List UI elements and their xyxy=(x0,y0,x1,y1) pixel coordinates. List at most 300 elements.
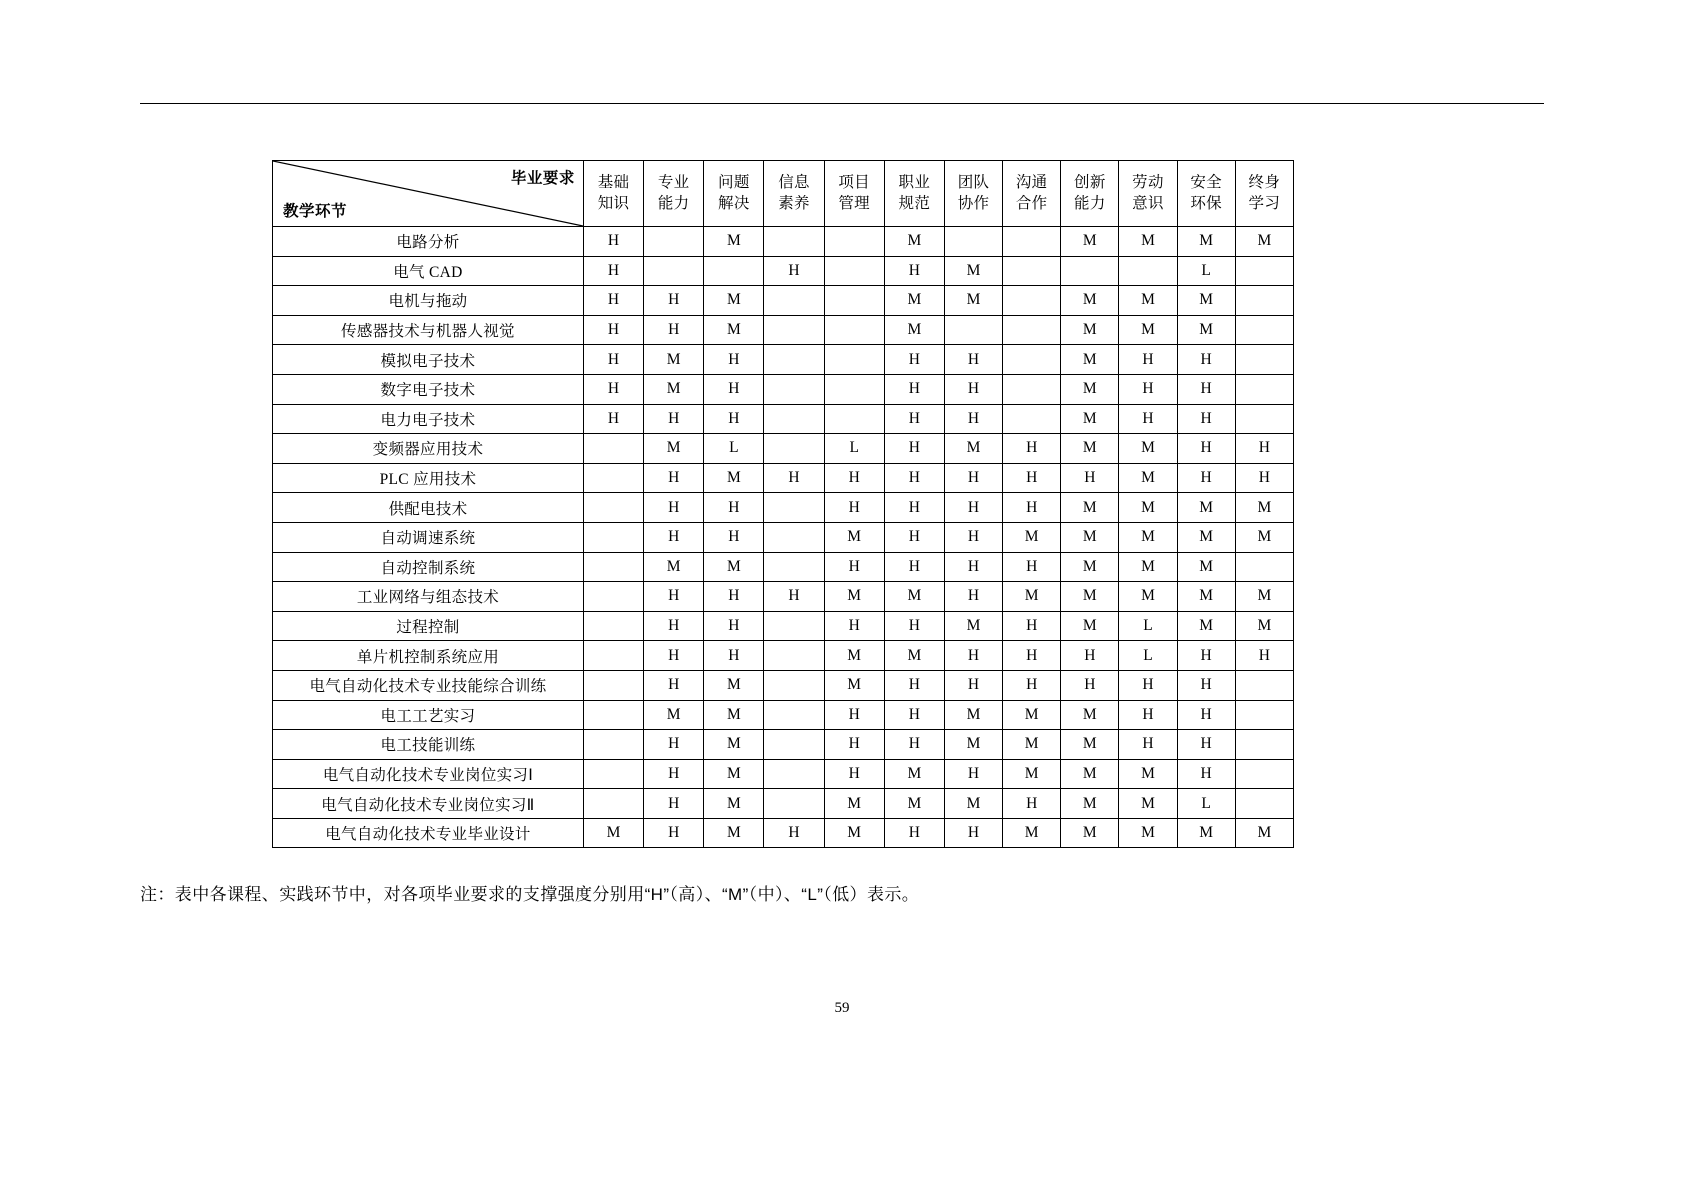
support-level-cell xyxy=(1235,345,1293,375)
col-8-line1: 创新 xyxy=(1074,173,1106,191)
support-level-cell xyxy=(764,493,824,523)
support-level-cell: H xyxy=(583,286,643,316)
support-level-cell xyxy=(583,493,643,523)
corner-top-label: 毕业要求 xyxy=(510,170,575,187)
column-header-9 xyxy=(1119,161,1177,227)
support-level-cell: H xyxy=(1003,434,1061,464)
column-header-5 xyxy=(884,161,944,227)
support-level-cell xyxy=(1235,700,1293,730)
support-level-cell: M xyxy=(1061,315,1119,345)
table-row xyxy=(273,552,1294,582)
support-level-cell: H xyxy=(644,493,704,523)
support-level-cell: H xyxy=(644,315,704,345)
col-11-line1: 终身 xyxy=(1248,173,1281,191)
support-level-cell xyxy=(1235,670,1293,700)
support-level-cell: M xyxy=(1235,522,1293,552)
table-row xyxy=(273,582,1294,612)
col-7-line1: 沟通 xyxy=(1015,173,1048,191)
support-level-cell: H xyxy=(704,374,764,404)
support-level-cell: M xyxy=(1119,286,1177,316)
support-level-cell xyxy=(764,700,824,730)
support-level-cell: H xyxy=(1003,611,1061,641)
support-level-cell xyxy=(583,641,643,671)
support-level-cell: H xyxy=(884,670,944,700)
support-level-cell: H xyxy=(1061,463,1119,493)
course-name-cell: 工业网络与组态技术 xyxy=(273,582,584,612)
support-level-cell: M xyxy=(1003,522,1061,552)
support-level-cell: H xyxy=(884,493,944,523)
support-level-cell: M xyxy=(704,670,764,700)
support-level-cell: H xyxy=(1177,345,1235,375)
col-2-line1: 问题 xyxy=(718,173,750,191)
course-name-cell: 自动调速系统 xyxy=(273,522,584,552)
graduation-requirement-matrix xyxy=(272,160,1294,848)
table-row xyxy=(273,256,1294,286)
col-1-line1: 专业 xyxy=(657,173,690,191)
support-level-cell: H xyxy=(1177,670,1235,700)
support-level-cell: H xyxy=(824,611,884,641)
support-level-cell: M xyxy=(1119,493,1177,523)
support-level-cell: H xyxy=(944,404,1002,434)
support-level-cell: M xyxy=(1003,730,1061,760)
support-level-cell: L xyxy=(1119,611,1177,641)
support-level-cell: H xyxy=(1235,463,1293,493)
support-level-cell: M xyxy=(1177,493,1235,523)
support-level-cell xyxy=(1235,404,1293,434)
support-level-cell: M xyxy=(1177,582,1235,612)
support-level-cell: M xyxy=(884,227,944,257)
support-level-cell: M xyxy=(704,286,764,316)
support-level-cell: H xyxy=(884,463,944,493)
support-level-cell: M xyxy=(704,759,764,789)
support-level-cell: H xyxy=(704,611,764,641)
support-level-cell: M xyxy=(944,700,1002,730)
support-level-cell: H xyxy=(884,552,944,582)
support-level-cell: M xyxy=(1119,463,1177,493)
support-level-cell xyxy=(644,227,704,257)
course-name-cell: 数字电子技术 xyxy=(273,374,584,404)
support-level-cell: M xyxy=(944,286,1002,316)
support-level-cell: H xyxy=(704,641,764,671)
support-level-cell: M xyxy=(1177,286,1235,316)
support-level-cell: M xyxy=(1061,434,1119,464)
support-level-cell: M xyxy=(1061,493,1119,523)
support-level-cell: M xyxy=(1119,759,1177,789)
support-level-cell xyxy=(764,227,824,257)
support-level-cell xyxy=(764,345,824,375)
support-level-cell: M xyxy=(704,552,764,582)
table-row xyxy=(273,434,1294,464)
course-name-cell: 自动控制系统 xyxy=(273,552,584,582)
support-level-cell: H xyxy=(944,522,1002,552)
support-level-cell xyxy=(824,404,884,434)
support-level-cell: H xyxy=(944,582,1002,612)
support-level-cell: H xyxy=(1119,374,1177,404)
support-level-cell: H xyxy=(884,522,944,552)
support-level-cell xyxy=(583,611,643,641)
table-row xyxy=(273,700,1294,730)
support-level-cell xyxy=(944,227,1002,257)
support-level-cell xyxy=(764,759,824,789)
support-level-cell xyxy=(1061,256,1119,286)
matrix-table-container xyxy=(272,160,1294,848)
support-level-cell: M xyxy=(1235,493,1293,523)
support-level-cell: H xyxy=(644,463,704,493)
support-level-cell xyxy=(583,522,643,552)
support-level-cell: H xyxy=(944,552,1002,582)
support-level-cell: H xyxy=(1061,641,1119,671)
support-level-cell: L xyxy=(1119,641,1177,671)
support-level-cell xyxy=(1235,759,1293,789)
support-level-cell: M xyxy=(583,818,643,848)
support-level-cell: M xyxy=(704,315,764,345)
support-level-cell: H xyxy=(944,463,1002,493)
support-level-cell: M xyxy=(1061,522,1119,552)
support-level-cell xyxy=(1003,256,1061,286)
support-level-cell: H xyxy=(824,493,884,523)
table-row xyxy=(273,374,1294,404)
col-9-line1: 劳动 xyxy=(1132,173,1164,191)
column-header-10 xyxy=(1177,161,1235,227)
support-level-cell: M xyxy=(1061,700,1119,730)
corner-bottom-label: 教学环节 xyxy=(283,203,348,220)
table-row xyxy=(273,670,1294,700)
support-level-cell: M xyxy=(1003,700,1061,730)
support-level-cell: H xyxy=(1003,463,1061,493)
support-level-cell: M xyxy=(1061,582,1119,612)
support-level-cell: H xyxy=(644,818,704,848)
course-name-cell: 过程控制 xyxy=(273,611,584,641)
support-level-cell: M xyxy=(1119,582,1177,612)
support-level-cell: H xyxy=(1003,493,1061,523)
support-level-cell: M xyxy=(1119,227,1177,257)
table-row xyxy=(273,493,1294,523)
support-level-cell xyxy=(764,641,824,671)
course-name-cell: 电工技能训练 xyxy=(273,730,584,760)
support-level-cell xyxy=(944,315,1002,345)
course-name-cell: 变频器应用技术 xyxy=(273,434,584,464)
support-level-cell: M xyxy=(1235,582,1293,612)
col-7-line2: 合作 xyxy=(1015,194,1048,212)
support-level-cell: M xyxy=(1003,818,1061,848)
support-level-cell: M xyxy=(1119,522,1177,552)
support-level-cell: M xyxy=(944,789,1002,819)
support-level-cell: M xyxy=(944,256,1002,286)
support-level-cell: H xyxy=(1177,641,1235,671)
col-10-line2: 环保 xyxy=(1190,194,1222,212)
support-level-cell: H xyxy=(644,759,704,789)
support-level-cell: H xyxy=(644,670,704,700)
support-level-cell: M xyxy=(944,611,1002,641)
support-level-cell xyxy=(583,730,643,760)
support-level-cell: H xyxy=(1003,670,1061,700)
support-level-cell: L xyxy=(1177,789,1235,819)
column-header-8 xyxy=(1061,161,1119,227)
support-level-cell: M xyxy=(824,670,884,700)
course-name-cell: 电路分析 xyxy=(273,227,584,257)
support-level-cell xyxy=(824,256,884,286)
support-level-cell xyxy=(764,611,824,641)
support-level-cell xyxy=(824,345,884,375)
support-level-cell xyxy=(583,434,643,464)
support-level-cell: H xyxy=(1177,374,1235,404)
table-row xyxy=(273,759,1294,789)
support-level-cell xyxy=(1003,315,1061,345)
support-level-cell: H xyxy=(644,404,704,434)
support-level-cell: H xyxy=(583,404,643,434)
support-level-cell: H xyxy=(884,404,944,434)
support-level-cell: H xyxy=(824,463,884,493)
support-level-cell: H xyxy=(944,818,1002,848)
support-level-cell: H xyxy=(884,345,944,375)
support-level-cell: H xyxy=(1119,670,1177,700)
col-3-line1: 信息 xyxy=(778,173,810,191)
support-level-cell: M xyxy=(824,641,884,671)
col-4-line2: 管理 xyxy=(838,194,870,212)
support-level-cell: M xyxy=(1177,611,1235,641)
support-level-cell xyxy=(764,670,824,700)
support-level-cell xyxy=(1235,315,1293,345)
support-level-cell: M xyxy=(824,522,884,552)
support-level-cell: M xyxy=(1061,286,1119,316)
support-level-cell: M xyxy=(944,434,1002,464)
course-name-cell: 电气 CAD xyxy=(273,256,584,286)
column-header-7 xyxy=(1003,161,1061,227)
support-level-cell xyxy=(764,315,824,345)
support-level-cell: M xyxy=(1235,611,1293,641)
support-level-cell: H xyxy=(884,818,944,848)
col-1-line2: 能力 xyxy=(657,194,690,212)
support-level-cell: L xyxy=(824,434,884,464)
support-level-cell: H xyxy=(824,759,884,789)
course-name-cell: 供配电技术 xyxy=(273,493,584,523)
support-level-cell: H xyxy=(583,374,643,404)
support-level-cell: M xyxy=(704,730,764,760)
support-level-cell xyxy=(1003,404,1061,434)
header-row xyxy=(273,161,1294,227)
support-level-cell xyxy=(824,374,884,404)
support-level-cell: H xyxy=(884,374,944,404)
col-0-line1: 基础 xyxy=(597,173,630,191)
support-level-cell xyxy=(824,286,884,316)
support-level-cell: H xyxy=(1177,759,1235,789)
course-name-cell: 电工工艺实习 xyxy=(273,700,584,730)
support-level-cell: H xyxy=(1119,700,1177,730)
support-level-cell: M xyxy=(644,345,704,375)
col-4-line1: 项目 xyxy=(838,173,870,191)
table-row xyxy=(273,404,1294,434)
support-level-cell: H xyxy=(944,670,1002,700)
course-name-cell: 传感器技术与机器人视觉 xyxy=(273,315,584,345)
support-level-cell: M xyxy=(884,641,944,671)
support-level-cell: M xyxy=(644,552,704,582)
support-level-cell: M xyxy=(704,700,764,730)
col-5-line2: 规范 xyxy=(898,194,931,212)
support-level-cell: H xyxy=(944,641,1002,671)
support-level-cell: M xyxy=(1003,582,1061,612)
support-level-cell xyxy=(764,434,824,464)
support-level-cell: H xyxy=(764,256,824,286)
support-level-cell xyxy=(1235,552,1293,582)
support-level-cell: M xyxy=(1061,227,1119,257)
support-level-cell: H xyxy=(944,493,1002,523)
support-level-cell: M xyxy=(1061,345,1119,375)
table-note: 注：表中各课程、实践环节中，对各项毕业要求的支撑强度分别用“H”（高）、“M”（中）、“L”（低）表示。 xyxy=(140,885,920,904)
support-level-cell xyxy=(1235,789,1293,819)
col-11-line2: 学习 xyxy=(1248,194,1281,212)
support-level-cell: H xyxy=(944,759,1002,789)
support-level-cell: H xyxy=(704,582,764,612)
support-level-cell: M xyxy=(1119,552,1177,582)
support-level-cell: H xyxy=(1177,463,1235,493)
support-level-cell: M xyxy=(704,818,764,848)
support-level-cell: M xyxy=(704,789,764,819)
corner-header-cell xyxy=(273,161,584,227)
col-6-line2: 协作 xyxy=(957,194,990,212)
col-0-line2: 知识 xyxy=(597,194,630,212)
table-row xyxy=(273,227,1294,257)
support-level-cell: H xyxy=(1235,641,1293,671)
support-level-cell xyxy=(764,286,824,316)
column-header-3 xyxy=(764,161,824,227)
support-level-cell: H xyxy=(1119,404,1177,434)
header-divider xyxy=(140,103,1544,104)
support-level-cell: M xyxy=(884,582,944,612)
support-level-cell xyxy=(583,582,643,612)
support-level-cell: H xyxy=(884,730,944,760)
support-level-cell: H xyxy=(764,582,824,612)
course-name-cell: 电气自动化技术专业岗位实习Ⅰ xyxy=(273,759,584,789)
support-level-cell xyxy=(583,552,643,582)
support-level-cell: M xyxy=(1003,759,1061,789)
support-level-cell: M xyxy=(1119,789,1177,819)
support-level-cell: H xyxy=(583,345,643,375)
support-level-cell xyxy=(1235,730,1293,760)
column-header-2 xyxy=(704,161,764,227)
course-name-cell: 电力电子技术 xyxy=(273,404,584,434)
course-name-cell: 电机与拖动 xyxy=(273,286,584,316)
table-row xyxy=(273,286,1294,316)
support-level-cell: H xyxy=(884,611,944,641)
support-level-cell: H xyxy=(764,463,824,493)
support-level-cell xyxy=(764,730,824,760)
support-level-cell xyxy=(583,759,643,789)
support-level-cell xyxy=(764,789,824,819)
col-9-line2: 意识 xyxy=(1132,194,1164,212)
support-level-cell xyxy=(1003,345,1061,375)
col-3-line2: 素养 xyxy=(778,194,810,212)
support-level-cell: H xyxy=(884,434,944,464)
support-level-cell: M xyxy=(644,700,704,730)
support-level-cell: H xyxy=(704,345,764,375)
course-name-cell: 电气自动化技术专业毕业设计 xyxy=(273,818,584,848)
column-header-1 xyxy=(644,161,704,227)
support-level-cell: H xyxy=(704,404,764,434)
support-level-cell: M xyxy=(1061,818,1119,848)
support-level-cell: M xyxy=(1119,818,1177,848)
support-level-cell: H xyxy=(644,611,704,641)
col-10-line1: 安全 xyxy=(1190,173,1222,191)
support-level-cell: H xyxy=(1003,552,1061,582)
support-level-cell: H xyxy=(583,227,643,257)
support-level-cell xyxy=(764,404,824,434)
support-level-cell: M xyxy=(1061,404,1119,434)
support-level-cell: M xyxy=(1061,552,1119,582)
support-level-cell: H xyxy=(824,552,884,582)
support-level-cell: H xyxy=(704,522,764,552)
col-6-line1: 团队 xyxy=(957,173,990,191)
course-name-cell: PLC 应用技术 xyxy=(273,463,584,493)
support-level-cell xyxy=(644,256,704,286)
support-level-cell: M xyxy=(884,315,944,345)
support-level-cell: M xyxy=(1119,434,1177,464)
support-level-cell: M xyxy=(1177,227,1235,257)
support-level-cell xyxy=(764,522,824,552)
support-level-cell: M xyxy=(1061,759,1119,789)
support-level-cell: H xyxy=(583,256,643,286)
support-level-cell xyxy=(1235,374,1293,404)
support-level-cell: H xyxy=(1177,700,1235,730)
support-level-cell: M xyxy=(1235,227,1293,257)
support-level-cell xyxy=(764,374,824,404)
support-level-cell: M xyxy=(1177,552,1235,582)
support-level-cell: L xyxy=(1177,256,1235,286)
course-name-cell: 模拟电子技术 xyxy=(273,345,584,375)
support-level-cell: H xyxy=(944,345,1002,375)
support-level-cell: M xyxy=(1061,374,1119,404)
support-level-cell: M xyxy=(1061,611,1119,641)
support-level-cell xyxy=(1003,227,1061,257)
col-2-line2: 解决 xyxy=(718,194,750,212)
support-level-cell: M xyxy=(824,818,884,848)
column-header-4 xyxy=(824,161,884,227)
support-level-cell: H xyxy=(644,286,704,316)
support-level-cell: H xyxy=(824,700,884,730)
course-name-cell: 电气自动化技术专业技能综合训练 xyxy=(273,670,584,700)
course-name-cell: 电气自动化技术专业岗位实习Ⅱ xyxy=(273,789,584,819)
table-row xyxy=(273,345,1294,375)
support-level-cell: M xyxy=(1061,730,1119,760)
support-level-cell: H xyxy=(944,374,1002,404)
support-level-cell: H xyxy=(1003,789,1061,819)
support-level-cell xyxy=(764,552,824,582)
support-level-cell: H xyxy=(1177,730,1235,760)
support-level-cell xyxy=(1003,374,1061,404)
support-level-cell: M xyxy=(884,789,944,819)
support-level-cell: H xyxy=(644,582,704,612)
support-level-cell xyxy=(704,256,764,286)
support-level-cell: H xyxy=(644,730,704,760)
support-level-cell: H xyxy=(884,256,944,286)
support-level-cell xyxy=(583,670,643,700)
support-level-cell: H xyxy=(644,522,704,552)
support-level-cell: M xyxy=(884,286,944,316)
table-row xyxy=(273,315,1294,345)
support-level-cell: H xyxy=(884,700,944,730)
support-level-cell xyxy=(583,700,643,730)
support-level-cell: H xyxy=(824,730,884,760)
table-row xyxy=(273,611,1294,641)
column-header-6 xyxy=(944,161,1002,227)
support-level-cell: H xyxy=(644,641,704,671)
table-header xyxy=(273,161,1294,227)
support-level-cell: H xyxy=(1177,404,1235,434)
support-level-cell: L xyxy=(704,434,764,464)
support-level-cell xyxy=(1003,286,1061,316)
support-level-cell: M xyxy=(1061,789,1119,819)
support-level-cell xyxy=(1235,286,1293,316)
support-level-cell: H xyxy=(1177,434,1235,464)
